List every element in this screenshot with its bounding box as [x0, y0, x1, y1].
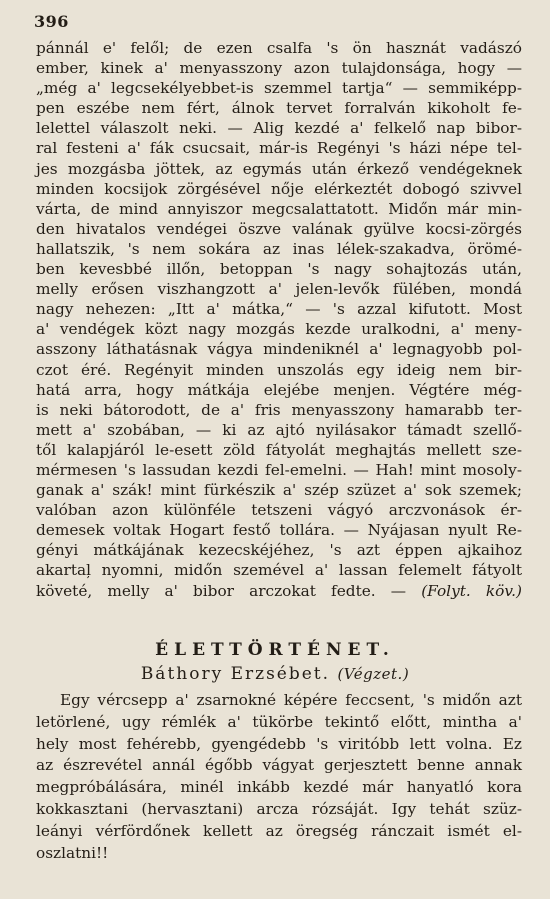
text-line: lelettel válaszolt neki. — Alig kezdé a' felkelő nap bibor- [36, 119, 522, 138]
text-line: kokkasztani (hervasztani) arcza rózsáját. Igy tehát szüz- [36, 799, 522, 818]
text-line: jes mozgásba jöttek, az egymás után érkező vendégeknek [36, 159, 522, 178]
text-line: oszlatni!! [36, 843, 109, 862]
text-line: ember, kinek a' menyasszony azon tulajdonsága, hogy — [36, 59, 522, 78]
subtitle-name: Báthory Erzsébet. [140, 664, 331, 684]
text-line: nagy nehezen: „Itt a' mátka,“ — 's azzal kifutott. Most [36, 300, 522, 319]
text-line: hatá arra, hogy mátkája elejébe menjen. Végtére még- [36, 380, 522, 399]
body-text [36, 38, 522, 601]
text-line: czot éré. Regényit minden unszolás egy ideig nem bir- [36, 360, 522, 379]
text-line: mett a' szobában, — ki az ajtó nyilásakor támadt szellő- [36, 420, 522, 439]
text-line: ganak a' szák! mint fürkészik a' szép szüzet a' sok szemek; [36, 481, 522, 500]
text-line: várta, de mind annyiszor megcsalattatott. Midőn már min- [36, 199, 522, 218]
text-line: letörlené, ugy rémlék a' tükörbe tekintő előtt, mintha a' [36, 712, 522, 731]
text-line: is neki bátorodott, de a' fris menyasszony hamarabb ter- [36, 400, 522, 419]
subtitle-note: (Végzet.) [337, 665, 410, 683]
text-line: Egy vércsepp a' zsarnokné képére feccsent, 's midőn azt [60, 691, 522, 709]
text-line: melly erősen viszhangzott a' jelen-levők fülében, mondá [36, 280, 522, 299]
text-line: hely most fehérebb, gyengédebb 's viritóbb lett volna. Ez [36, 734, 522, 753]
text-line: mérmesen 's lassudan kezdi fel-emelni. — Hah! mint mosoly- [36, 460, 522, 479]
text-line: valóban azon különféle tetszeni vágyó arczvonások ér- [36, 501, 522, 520]
text-line: az észrevétel annál égőbb vágyat gerjesztett benne annak [36, 756, 522, 775]
text-line: ben kevesbbé illőn, betoppan 's nagy sohajtozás után, [36, 260, 522, 279]
text-line: megpróbálására, minél inkább kezdé már hanyatló kora [36, 778, 522, 797]
text-line: demesek voltak Hogart festő tollára. — Nyájasan nyult Re- [36, 521, 522, 540]
text-line: től kalapjáról le-esett zöld fátyolát meghajtás mellett sze- [36, 440, 522, 459]
text-line: asszony láthatásnak vágya mindeniknél a' legnagyobb pol- [36, 340, 522, 359]
continued-note: (Folyt. köv.) [421, 581, 522, 600]
story-text [36, 690, 522, 864]
text-line: a' vendégek közt nagy mozgás kezde uralkodni, a' meny- [36, 320, 522, 339]
text-line: „még a' legcsekélyebbet-is szemmel tartja“ — semmiképp- [36, 79, 522, 98]
page-number: 396 [34, 12, 69, 31]
section-subtitle [0, 664, 550, 684]
text-line-with-follow-note [36, 581, 522, 601]
text-line: minden kocsijok zörgésével nője elérkeztét dobogó szivvel [36, 179, 522, 198]
text-line: ral festeni a' fák csucsait, már-is Regényi 's házi népe tel- [36, 139, 522, 158]
text-line: akartaļ nyomni, midőn szemével a' lassan felemelt fátyolt [36, 561, 522, 580]
text-line-end: követé, melly a' bibor arczokat fedte. — [36, 581, 422, 600]
text-line: leányi vérfördőnek kellett az öregség ránczait ismét el- [36, 821, 522, 840]
text-line: den hivatalos vendégei öszve valának gyülve kocsi-zörgés [36, 219, 522, 238]
section-title: ÉLETTÖRTÉNET. [155, 640, 395, 660]
text-line: hallatszik, 's nem sokára az inas lélek-szakadva, örömé- [36, 239, 522, 258]
text-line: gényi mátkájának kezecskéjéhez, 's azt éppen ajkaihoz [36, 541, 522, 560]
text-line: pen eszébe nem fért, álnok tervet forralván kikoholt fe- [36, 99, 522, 118]
text-line: pánnál e' felől; de ezen csalfa 's ön hasznát vadászó [36, 39, 522, 57]
